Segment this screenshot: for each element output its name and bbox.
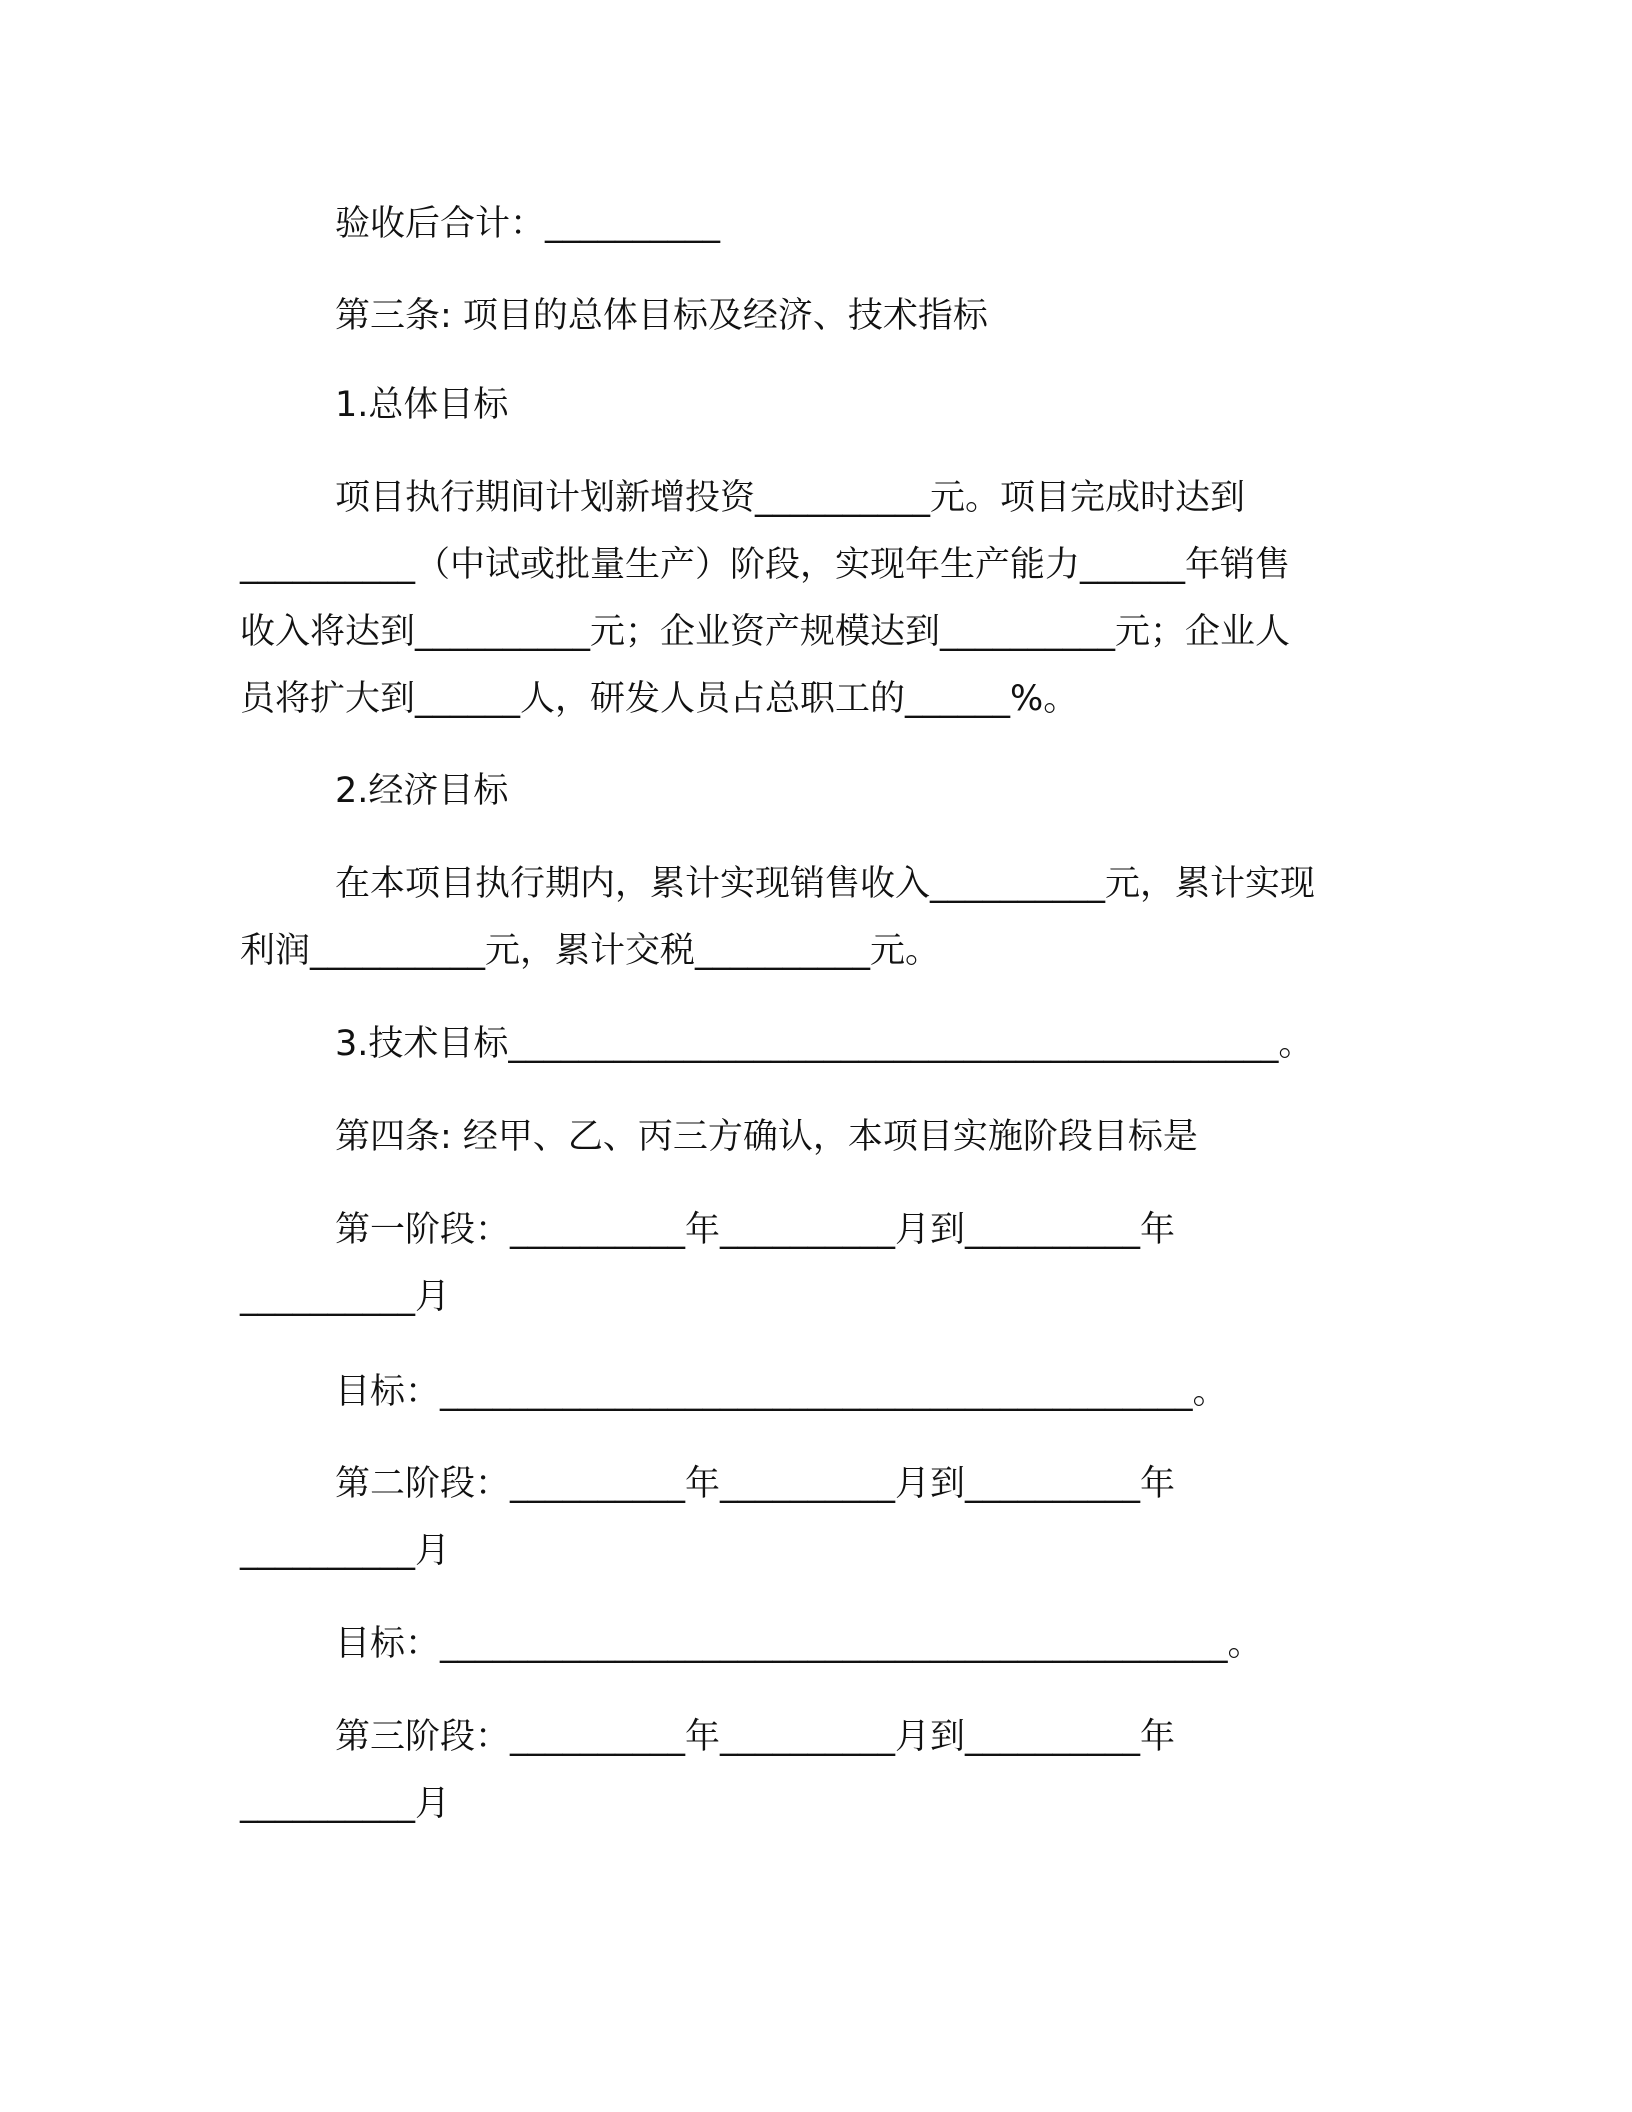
stage-1-period-line-1: 第一阶段：__________年__________月到__________年 <box>335 1210 1176 1250</box>
acceptance-total-line: 验收后合计：__________ <box>335 204 721 244</box>
overall-goal-text-line-3: 收入将达到__________元；企业资产规模达到__________元；企业人 <box>240 612 1291 652</box>
economic-goal-text-line-2: 利润__________元，累计交税__________元。 <box>240 931 941 971</box>
stage-3-period-line-2: __________月 <box>240 1784 451 1824</box>
stage-1-goal-line: 目标：___________________________________________。 <box>335 1372 1228 1412</box>
overall-goal-text-line-2: __________（中试或批量生产）阶段，实现年生产能力______年销售 <box>240 545 1291 585</box>
overall-goal-text-line-1: 项目执行期间计划新增投资__________元。项目完成时达到 <box>335 478 1246 518</box>
economic-goal-text-line-1: 在本项目执行期内，累计实现销售收入__________元，累计实现 <box>335 864 1316 904</box>
stage-1-period-line-2: __________月 <box>240 1277 451 1317</box>
article-4-heading: 第四条: 经甲、乙、丙三方确认，本项目实施阶段目标是 <box>335 1117 1198 1157</box>
technical-goal-line: 3.技术目标____________________________________________。 <box>335 1024 1314 1064</box>
economic-goal-heading: 2.经济目标 <box>335 771 509 811</box>
article-3-heading: 第三条: 项目的总体目标及经济、技术指标 <box>335 296 988 336</box>
stage-2-period-line-2: __________月 <box>240 1531 451 1571</box>
overall-goal-heading: 1.总体目标 <box>335 385 509 425</box>
stage-2-period-line-1: 第二阶段：__________年__________月到__________年 <box>335 1464 1176 1504</box>
stage-3-period-line-1: 第三阶段：__________年__________月到__________年 <box>335 1717 1176 1757</box>
stage-2-goal-line: 目标：_____________________________________________。 <box>335 1624 1263 1664</box>
overall-goal-text-line-4: 员将扩大到______人，研发人员占总职工的______%。 <box>240 679 1079 719</box>
